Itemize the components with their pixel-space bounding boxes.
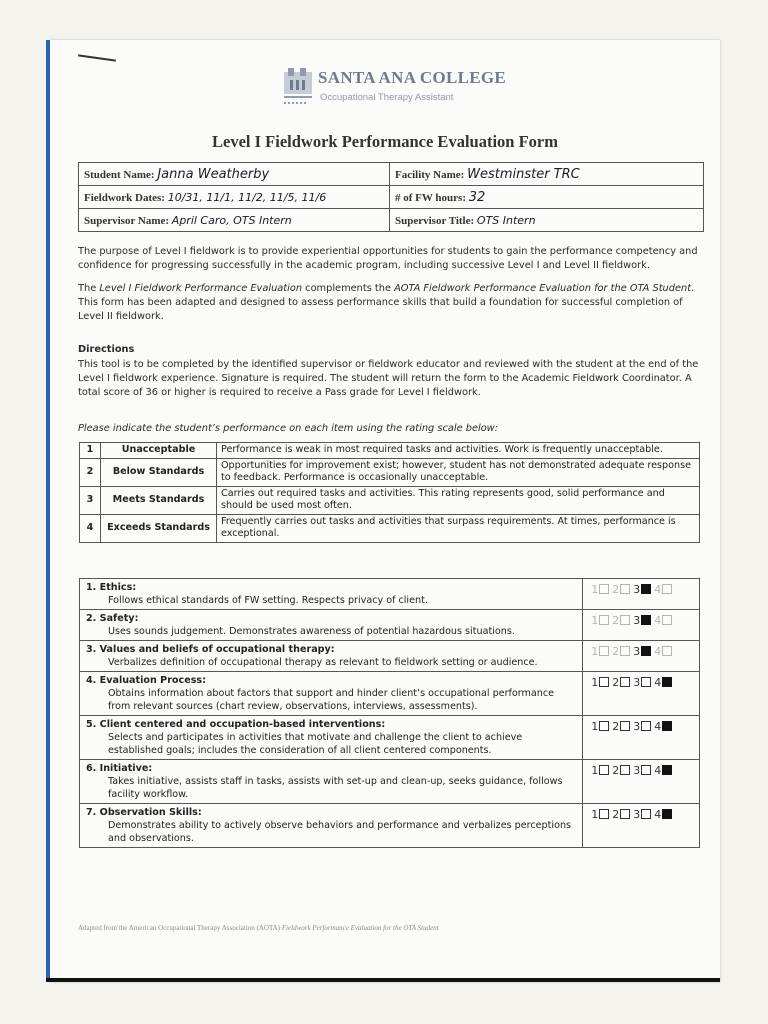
evaluation-paragraph [78,282,708,324]
performance-item-text: Follows ethical standards of FW setting. Respects privacy of client. [108,595,428,606]
evaluation-reference: AOTA Fieldwork Performance Evaluation for the OTA Student [394,283,692,294]
performance-item-title: 4. Evaluation Process: [86,675,206,686]
rating-option-label: 2 [612,764,620,777]
rating-label: Exceeds Standards [101,514,217,542]
footer-note [78,924,698,932]
rating-checkbox[interactable] [599,646,609,656]
rating-description: Frequently carries out tasks and activities that surpass requirements. At times, performance is exceptional. [217,514,700,542]
performance-item-title: 5. Client centered and occupation-based interventions: [86,719,386,730]
rating-checkbox[interactable] [620,765,630,775]
fw-hours-value: 32 [468,189,486,205]
student-name-cell [79,163,390,186]
fw-hours-cell [390,186,704,209]
rating-option-label: 2 [612,808,620,821]
rating-checkbox[interactable] [641,721,651,731]
supervisor-name-cell [79,209,390,232]
rating-cell [583,610,700,641]
performance-item-title: 1. Ethics: [86,582,137,593]
rating-checkbox[interactable] [662,615,672,625]
rating-label: Meets Standards [101,486,217,514]
performance-item-description-cell [80,760,583,804]
performance-item-text: Obtains information about factors that support and hinder client’s occupational performance from relevant sources (chart review, observations, interviews, assessments). [108,688,555,712]
rating-option-label: 3 [633,583,641,596]
rating-cell [583,760,700,804]
rating-option-label: 2 [612,720,620,733]
rating-checkbox[interactable] [599,677,609,687]
rating-checkbox[interactable] [599,615,609,625]
rating-description: Performance is weak in most required tasks and activities. Work is frequently unacceptable. [217,443,700,459]
rating-checkbox[interactable] [641,584,651,594]
evaluation-text-mid: complements the [302,283,395,294]
supervisor-title-value: OTS Intern [476,213,536,227]
rating-checkbox[interactable] [599,721,609,731]
rating-checkbox[interactable] [620,615,630,625]
rating-option-label: 4 [654,720,662,733]
student-name-value: Janna Weatherby [157,166,270,182]
college-building-icon [282,66,314,110]
college-name: SANTA ANA COLLEGE [318,68,507,87]
footer-text: Adapted from the American Occupational Therapy Association (AOTA) [78,924,282,932]
fw-hours-label: # of FW hours: [395,191,466,204]
student-info-table [78,162,704,232]
supervisor-title-label: Supervisor Title: [395,214,475,227]
rating-scale-table [79,442,700,543]
supervisor-name-label: Supervisor Name: [84,214,170,227]
college-logo [282,66,512,112]
performance-item-title: 3. Values and beliefs of occupational therapy: [86,644,335,655]
performance-item-row [80,641,700,672]
directions-paragraph: This tool is to be completed by the identified supervisor or fieldwork educator and reviewed with the student at the end of the Level I fieldwork experience. Signature is required. The student will return the form to the Academic Fieldwork Coordinator. A total score of 36 or higher is required to receive a Pass grade for Level I fieldwork. [78,359,699,398]
form-title: Level I Fieldwork Performance Evaluation Form [212,132,558,151]
rating-option-label: 4 [654,676,662,689]
performance-item-description-cell [80,804,583,848]
rating-number: 4 [80,514,101,542]
rating-option-label: 2 [612,645,620,658]
performance-item-row [80,804,700,848]
rating-checkbox[interactable] [662,677,672,687]
fieldwork-dates-value: 10/31, 11/1, 11/2, 11/5, 11/6 [167,190,327,204]
rating-checkbox[interactable] [620,584,630,594]
performance-item-row [80,716,700,760]
performance-item-text: Selects and participates in activities that motivate and challenge the client to achieve established goals; includes the consideration of all client centered components. [108,732,523,756]
rating-option-label: 4 [654,614,662,627]
rating-number: 2 [80,458,101,486]
rating-option-label: 3 [633,645,641,658]
performance-item-description-cell [80,672,583,716]
performance-item-description-cell [80,610,583,641]
rating-option-label: 2 [612,583,620,596]
performance-item-description-cell [80,579,583,610]
rating-number: 1 [80,443,101,459]
pen-mark [78,54,116,61]
performance-item-text: Takes initiative, assists staff in tasks, assists with set-up and clean-up, seeks guidance, follows facility workflow. [108,776,563,800]
supervisor-title-cell [390,209,704,232]
rating-checkbox[interactable] [620,809,630,819]
rating-checkbox[interactable] [662,765,672,775]
performance-item-row [80,610,700,641]
rating-checkbox[interactable] [641,809,651,819]
rating-checkbox[interactable] [599,765,609,775]
rating-checkbox[interactable] [641,615,651,625]
rating-option-label: 3 [633,720,641,733]
rating-option-label: 1 [591,645,599,658]
document-page [50,40,720,982]
rating-description: Carries out required tasks and activities. This rating represents good, solid performance and should be used most often. [217,486,700,514]
rating-checkbox[interactable] [662,721,672,731]
rating-checkbox[interactable] [620,677,630,687]
performance-item-text: Demonstrates ability to actively observe behaviors and performance and verbalizes perceptions and observations. [108,820,572,844]
rating-label: Unacceptable [101,443,217,459]
rating-checkbox[interactable] [662,809,672,819]
rating-scale-row [80,514,700,542]
page-bottom-edge [46,978,720,982]
rating-option-label: 4 [654,583,662,596]
rating-label: Below Standards [101,458,217,486]
student-name-label: Student Name: [84,168,155,181]
performance-item-title: 2. Safety: [86,613,139,624]
rating-cell [583,641,700,672]
rating-cell [583,579,700,610]
rating-checkbox[interactable] [662,646,672,656]
rating-description: Opportunities for improvement exist; however, student has not demonstrated adequate response to feedback. Performance is occasionally unacceptable. [217,458,700,486]
rating-checkbox[interactable] [620,721,630,731]
fieldwork-dates-cell [79,186,390,209]
facility-name-label: Facility Name: [395,168,465,181]
performance-item-title: 7. Observation Skills: [86,807,202,818]
performance-item-description-cell [80,641,583,672]
rating-number: 3 [80,486,101,514]
rating-option-label: 1 [591,676,599,689]
rating-option-label: 1 [591,614,599,627]
rating-option-label: 2 [612,614,620,627]
fieldwork-dates-label: Fieldwork Dates: [84,191,165,204]
rating-option-label: 4 [654,645,662,658]
performance-item-description-cell [80,716,583,760]
rating-option-label: 2 [612,676,620,689]
rating-checkbox[interactable] [641,677,651,687]
evaluation-text-post: . This form has been adapted and designed to assess performance skills that build a foundation for successful completion of Level II fieldwork. [78,283,695,322]
rating-checkbox[interactable] [599,584,609,594]
rating-scale-row [80,486,700,514]
footer-reference: Fieldwork Performance Evaluation for the OTA Student [281,924,439,932]
rating-cell [583,672,700,716]
directions-heading: Directions [78,344,135,355]
rating-checkbox[interactable] [662,584,672,594]
performance-item-text: Verbalizes definition of occupational therapy as relevant to fieldwork setting or audience. [108,657,538,668]
rating-checkbox[interactable] [599,809,609,819]
rating-option-label: 4 [654,764,662,777]
performance-item-title: 6. Initiative: [86,763,153,774]
rating-instruction [78,422,708,436]
rating-checkbox[interactable] [641,646,651,656]
performance-item-row [80,760,700,804]
performance-item-row [80,579,700,610]
rating-cell [583,716,700,760]
rating-instruction-text: Please indicate the student’s performance on each item using the rating scale below: [78,423,498,434]
rating-checkbox[interactable] [620,646,630,656]
rating-option-label: 1 [591,583,599,596]
rating-option-label: 3 [633,676,641,689]
evaluation-form-title: Level I Fieldwork Performance Evaluation [99,283,303,294]
performance-item-row [80,672,700,716]
facility-name-value: Westminster TRC [467,166,580,182]
evaluation-text-pre: The [78,283,100,294]
rating-option-label: 3 [633,764,641,777]
rating-checkbox[interactable] [641,765,651,775]
rating-option-label: 3 [633,614,641,627]
rating-cell [583,804,700,848]
rating-option-label: 1 [591,808,599,821]
rating-option-label: 3 [633,808,641,821]
facility-name-cell [390,163,704,186]
rating-scale-row [80,458,700,486]
rating-option-label: 1 [591,764,599,777]
purpose-paragraph: The purpose of Level I fieldwork is to provide experiential opportunities for students to gain the performance competency and confidence for progressing successfully in the academic program, including successive Level I and Level II fieldwork. [78,246,698,271]
rating-option-label: 1 [591,720,599,733]
performance-items-table [79,578,700,848]
rating-option-label: 4 [654,808,662,821]
performance-item-text: Uses sounds judgement. Demonstrates awareness of potential hazardous situations. [108,626,515,637]
supervisor-name-value: April Caro, OTS Intern [171,213,292,227]
rating-scale-row [80,443,700,459]
program-name: Occupational Therapy Assistant [320,92,454,103]
